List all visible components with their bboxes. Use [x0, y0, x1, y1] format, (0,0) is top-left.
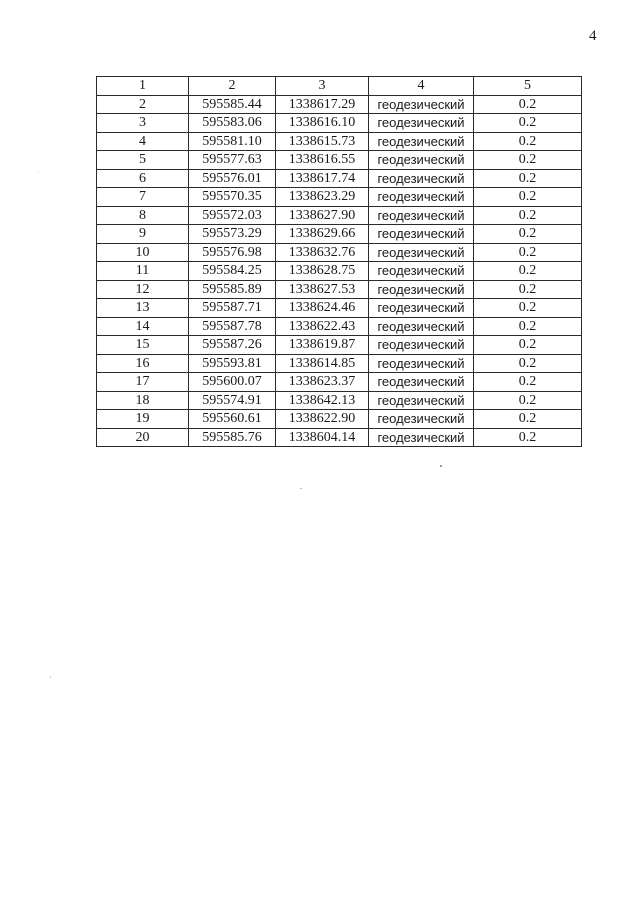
x-coordinate-cell: 595600.07 [189, 373, 276, 392]
accuracy-cell: 0.2 [474, 188, 582, 207]
point-number-cell: 11 [97, 262, 189, 281]
table-body [97, 77, 582, 447]
point-number-cell: 7 [97, 188, 189, 207]
point-number-cell: 5 [97, 151, 189, 170]
table-row [97, 114, 582, 133]
point-number-cell: 15 [97, 336, 189, 355]
x-coordinate-cell: 595584.25 [189, 262, 276, 281]
point-number-cell: 19 [97, 410, 189, 429]
x-coordinate-cell: 595593.81 [189, 354, 276, 373]
y-coordinate-cell: 1338622.43 [276, 317, 369, 336]
table-row [97, 132, 582, 151]
table-row [97, 354, 582, 373]
coordinates-table [96, 76, 582, 447]
table-row [97, 225, 582, 244]
point-number-cell: 12 [97, 280, 189, 299]
method-cell: геодезический [369, 206, 474, 225]
method-cell: геодезический [369, 262, 474, 281]
x-coordinate-cell: 595583.06 [189, 114, 276, 133]
accuracy-cell: 0.2 [474, 354, 582, 373]
point-number-cell: 18 [97, 391, 189, 410]
scan-speck [38, 172, 39, 173]
x-coordinate-cell: 595585.76 [189, 428, 276, 447]
accuracy-cell: 0.2 [474, 391, 582, 410]
column-header: 5 [474, 77, 582, 96]
method-cell: геодезический [369, 299, 474, 318]
table-row [97, 188, 582, 207]
scan-speck [440, 465, 442, 467]
accuracy-cell: 0.2 [474, 132, 582, 151]
y-coordinate-cell: 1338604.14 [276, 428, 369, 447]
method-cell: геодезический [369, 317, 474, 336]
y-coordinate-cell: 1338617.29 [276, 95, 369, 114]
accuracy-cell: 0.2 [474, 225, 582, 244]
method-cell: геодезический [369, 410, 474, 429]
x-coordinate-cell: 595576.01 [189, 169, 276, 188]
point-number-cell: 17 [97, 373, 189, 392]
table-row [97, 280, 582, 299]
y-coordinate-cell: 1338614.85 [276, 354, 369, 373]
y-coordinate-cell: 1338623.37 [276, 373, 369, 392]
x-coordinate-cell: 595577.63 [189, 151, 276, 170]
column-header: 1 [97, 77, 189, 96]
point-number-cell: 2 [97, 95, 189, 114]
y-coordinate-cell: 1338619.87 [276, 336, 369, 355]
accuracy-cell: 0.2 [474, 206, 582, 225]
x-coordinate-cell: 595585.89 [189, 280, 276, 299]
x-coordinate-cell: 595560.61 [189, 410, 276, 429]
method-cell: геодезический [369, 114, 474, 133]
table-row [97, 262, 582, 281]
accuracy-cell: 0.2 [474, 299, 582, 318]
point-number-cell: 4 [97, 132, 189, 151]
y-coordinate-cell: 1338622.90 [276, 410, 369, 429]
scan-speck [50, 676, 51, 678]
x-coordinate-cell: 595585.44 [189, 95, 276, 114]
method-cell: геодезический [369, 169, 474, 188]
y-coordinate-cell: 1338632.76 [276, 243, 369, 262]
point-number-cell: 20 [97, 428, 189, 447]
y-coordinate-cell: 1338627.90 [276, 206, 369, 225]
accuracy-cell: 0.2 [474, 243, 582, 262]
method-cell: геодезический [369, 373, 474, 392]
method-cell: геодезический [369, 428, 474, 447]
table-row [97, 169, 582, 188]
x-coordinate-cell: 595587.78 [189, 317, 276, 336]
method-cell: геодезический [369, 95, 474, 114]
y-coordinate-cell: 1338617.74 [276, 169, 369, 188]
y-coordinate-cell: 1338628.75 [276, 262, 369, 281]
table-row [97, 410, 582, 429]
point-number-cell: 8 [97, 206, 189, 225]
accuracy-cell: 0.2 [474, 336, 582, 355]
table-header-row [97, 77, 582, 96]
table-row [97, 336, 582, 355]
point-number-cell: 14 [97, 317, 189, 336]
table-row [97, 317, 582, 336]
x-coordinate-cell: 595570.35 [189, 188, 276, 207]
point-number-cell: 3 [97, 114, 189, 133]
y-coordinate-cell: 1338629.66 [276, 225, 369, 244]
y-coordinate-cell: 1338616.55 [276, 151, 369, 170]
x-coordinate-cell: 595587.26 [189, 336, 276, 355]
x-coordinate-cell: 595573.29 [189, 225, 276, 244]
table-row [97, 299, 582, 318]
table-row [97, 391, 582, 410]
method-cell: геодезический [369, 280, 474, 299]
y-coordinate-cell: 1338624.46 [276, 299, 369, 318]
accuracy-cell: 0.2 [474, 114, 582, 133]
column-header: 4 [369, 77, 474, 96]
method-cell: геодезический [369, 151, 474, 170]
x-coordinate-cell: 595576.98 [189, 243, 276, 262]
accuracy-cell: 0.2 [474, 95, 582, 114]
point-number-cell: 9 [97, 225, 189, 244]
accuracy-cell: 0.2 [474, 428, 582, 447]
page-number: 4 [589, 28, 597, 44]
table-row [97, 206, 582, 225]
table-row [97, 373, 582, 392]
x-coordinate-cell: 595572.03 [189, 206, 276, 225]
method-cell: геодезический [369, 391, 474, 410]
point-number-cell: 6 [97, 169, 189, 188]
x-coordinate-cell: 595581.10 [189, 132, 276, 151]
column-header: 3 [276, 77, 369, 96]
column-header: 2 [189, 77, 276, 96]
accuracy-cell: 0.2 [474, 373, 582, 392]
accuracy-cell: 0.2 [474, 280, 582, 299]
x-coordinate-cell: 595587.71 [189, 299, 276, 318]
method-cell: геодезический [369, 354, 474, 373]
accuracy-cell: 0.2 [474, 317, 582, 336]
accuracy-cell: 0.2 [474, 410, 582, 429]
y-coordinate-cell: 1338615.73 [276, 132, 369, 151]
y-coordinate-cell: 1338642.13 [276, 391, 369, 410]
point-number-cell: 13 [97, 299, 189, 318]
table-row [97, 428, 582, 447]
method-cell: геодезический [369, 132, 474, 151]
scan-speck [300, 488, 302, 489]
accuracy-cell: 0.2 [474, 169, 582, 188]
method-cell: геодезический [369, 243, 474, 262]
x-coordinate-cell: 595574.91 [189, 391, 276, 410]
y-coordinate-cell: 1338623.29 [276, 188, 369, 207]
accuracy-cell: 0.2 [474, 151, 582, 170]
point-number-cell: 10 [97, 243, 189, 262]
y-coordinate-cell: 1338627.53 [276, 280, 369, 299]
point-number-cell: 16 [97, 354, 189, 373]
table-row [97, 95, 582, 114]
method-cell: геодезический [369, 188, 474, 207]
y-coordinate-cell: 1338616.10 [276, 114, 369, 133]
method-cell: геодезический [369, 336, 474, 355]
table-row [97, 151, 582, 170]
accuracy-cell: 0.2 [474, 262, 582, 281]
method-cell: геодезический [369, 225, 474, 244]
table-row [97, 243, 582, 262]
